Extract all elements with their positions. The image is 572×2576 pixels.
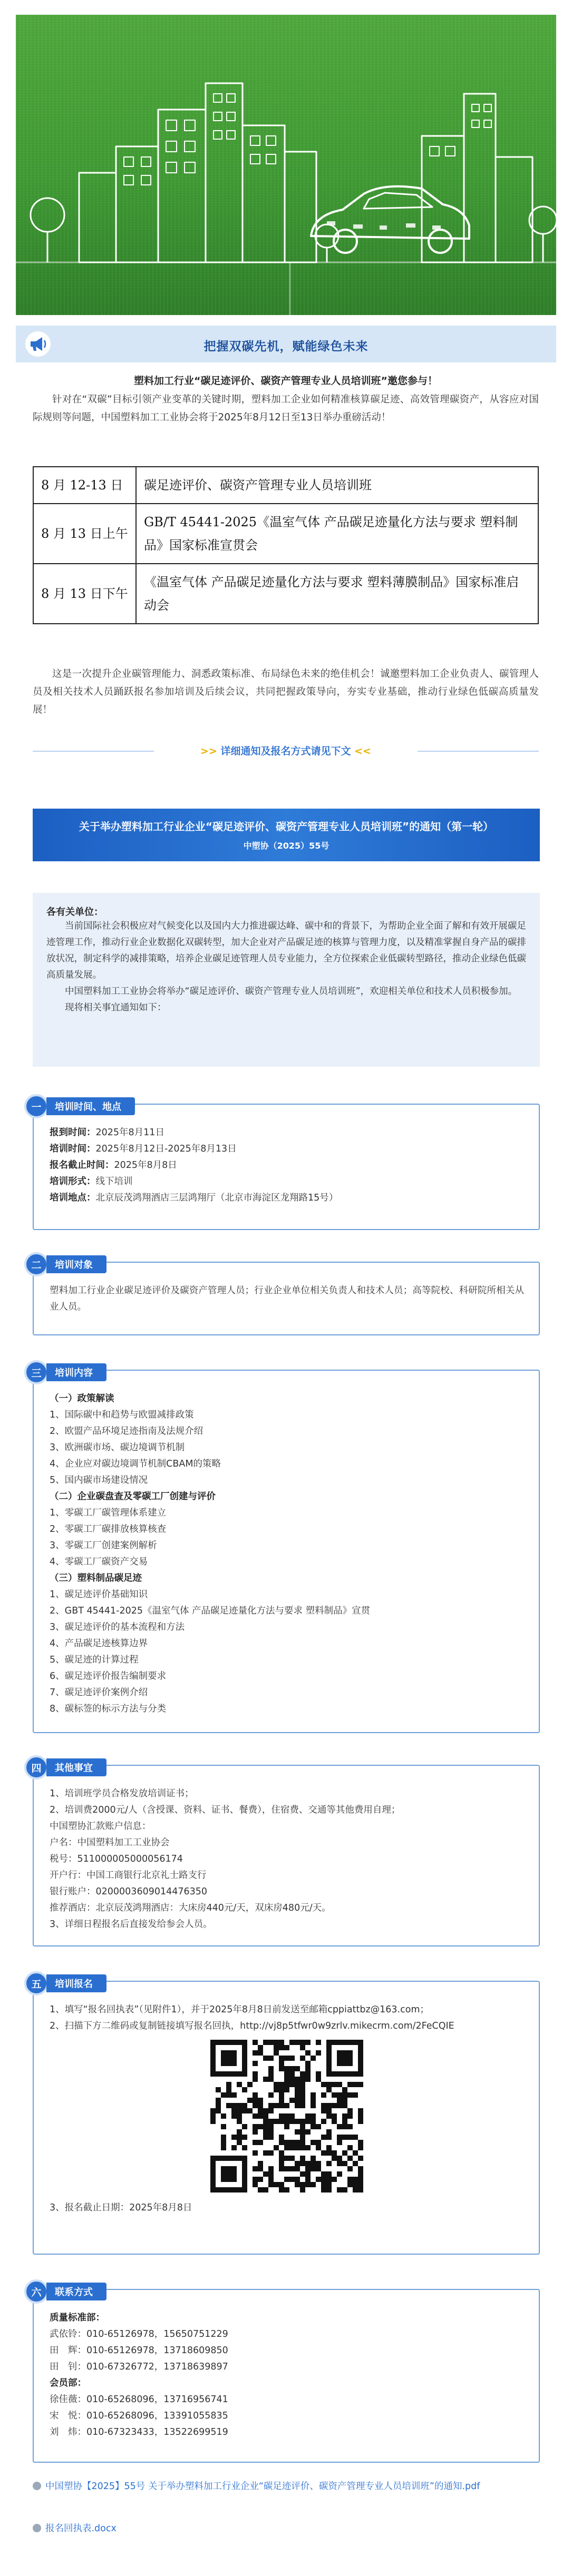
- info-line: 培训地点：北京辰茂鸿翔酒店三层鸿翔厅（北京市海淀区龙翔路15号）: [50, 1193, 338, 1203]
- section-title: 其他事宜: [46, 1758, 106, 1776]
- notice-body: 中国塑料加工工业协会将举办“碳足迹评价、碳资产管理专业人员培训班”，欢迎相关单位和技术人员积极参加。: [65, 986, 518, 997]
- info-line: 开户行：中国工商银行北京礼士路支行: [50, 1870, 207, 1881]
- content-item: 4、产品碳足迹核算边界: [50, 1638, 148, 1649]
- invitation-paragraph: 这是一次提升企业碳管理能力、洞悉政策标准、布局绿色未来的绝佳机会！诚邀塑料加工企业负责人、碳管理人员及相关技术人员踊跃报名参加培训及后续会议，共同把握政策导向，夯实专业基础，推动行业绿色低碳高质量发展！: [33, 668, 539, 715]
- content-item: 1、碳足迹评价基础知识: [50, 1589, 148, 1600]
- content-item: 7、碳足迹评价案例介绍: [50, 1687, 148, 1698]
- schedule-date: 8 月 13 日下午: [33, 564, 136, 624]
- content-heading: （三）塑料制品碳足迹: [50, 1573, 142, 1584]
- schedule-row: [33, 564, 538, 624]
- content-item: 2、零碳工厂碳排放核算核查: [50, 1524, 167, 1535]
- schedule-event: 碳足迹评价、碳资产管理专业人员培训班: [136, 467, 538, 504]
- paperclip-icon: [33, 2524, 41, 2532]
- contact-line: 徐佳薇：010-65268096，13716956741: [50, 2394, 228, 2405]
- info-line: 培训形式：线下培训: [50, 1176, 133, 1187]
- section-number: 二: [24, 1252, 49, 1276]
- notice-header: [33, 809, 540, 861]
- hero-image: [16, 15, 556, 315]
- registration-deadline: 3、报名截止日期：2025年8月8日: [50, 2203, 192, 2213]
- content-item: 1、零碳工厂碳管理体系建立: [50, 1508, 167, 1518]
- attachment-link[interactable]: [33, 2521, 540, 2537]
- notice-intro-box: [33, 893, 540, 1067]
- attachment-link[interactable]: [33, 2479, 540, 2495]
- details-link-label: 详细通知及报名方式请见下文: [220, 745, 351, 757]
- content-item: 1、国际碳中和趋势与欧盟减排政策: [50, 1410, 194, 1420]
- content-heading: （一）政策解读: [50, 1393, 114, 1404]
- notice-body: 现将相关事宜通知如下：: [65, 1002, 167, 1013]
- info-line: 银行账户：0200003609014476350: [50, 1886, 208, 1897]
- banner-title: 把握双碳先机，赋能绿色未来: [203, 340, 369, 353]
- content-item: 6、碳足迹评价报告编制要求: [50, 1671, 167, 1682]
- slogan-banner: [16, 326, 556, 362]
- contact-group: 质量标准部：: [50, 2313, 105, 2323]
- section-title: 培训报名: [46, 1974, 106, 1992]
- salutation: 各有关单位：: [46, 907, 103, 918]
- section-title: 联系方式: [46, 2283, 106, 2300]
- notice-body: 当前国际社会积极应对气候变化以及国内大力推进碳达峰、碳中和的背景下，为帮助企业全面了解和有效开展碳足迹管理工作，推动行业企业数据化双碳转型，加大企业对产品碳足迹的核算与管理力度，以及精准掌握自身产品的碳排放状况，制定科学的减排策略，培养企业碳足迹管理人员专业能力，全方位探索企业低碳转型路径，推动企业绿色低碳高质量发展。: [46, 921, 526, 980]
- info-line: 报到时间：2025年8月11日: [50, 1127, 164, 1138]
- info-line: 中国塑协汇款账户信息：: [50, 1821, 151, 1832]
- content-item: 2、欧盟产品环境足迹指南及法规介绍: [50, 1426, 203, 1437]
- section-time-location: [31, 1101, 540, 1230]
- section-number: 三: [24, 1360, 49, 1384]
- headline: 塑料加工行业“碳足迹评价、碳资产管理专业人员培训班”邀您参与！: [134, 375, 438, 387]
- registration-qr-code[interactable]: [210, 2040, 363, 2192]
- registration-link[interactable]: 2、扫描下方二维码或复制链接填写报名回执，http://vj8p5tfwr0w9zrlv.mikecrm.com/2FeCQIE: [50, 2021, 454, 2031]
- content-item: 5、碳足迹的计算过程: [50, 1655, 139, 1665]
- info-line: 户名：中国塑料加工工业协会: [50, 1837, 170, 1848]
- info-line: 报名截止时间：2025年8月8日: [50, 1160, 177, 1171]
- details-link[interactable]: [33, 740, 539, 763]
- contact-line: 宋 悦：010-65268096，13391055835: [50, 2411, 228, 2421]
- schedule-event: GB/T 45441-2025《温室气体 产品碳足迹量化方法与要求 塑料制品》国家标准宣贯会: [136, 504, 538, 564]
- info-line: 2、培训费2000元/人（含授课、资料、证书、餐费），住宿费、交通等其他费用自理；: [50, 1805, 401, 1815]
- schedule-table: [33, 466, 539, 624]
- contact-line: 武依铃：010-65126978，15650751229: [50, 2329, 228, 2339]
- chevron-left-icon: <<: [354, 745, 371, 757]
- schedule-row: [33, 467, 538, 504]
- section-number: 五: [24, 1971, 49, 1995]
- content-item: 4、零碳工厂碳资产交易: [50, 1557, 148, 1567]
- content-item: 3、零碳工厂创建案例解析: [50, 1540, 157, 1551]
- registration-step: 1、填写“报名回执表”（见附件1），并于2025年8月8日前发送至邮箱cppiattbz@163.com；: [50, 2004, 429, 2015]
- content-item: 4、企业应对碳边境调节机制CBAM的策略: [50, 1459, 221, 1469]
- section-number: 一: [24, 1094, 49, 1118]
- info-line: 3、详细日程报名后直接发给参会人员。: [50, 1919, 212, 1930]
- content-item: 5、国内碳市场建设情况: [50, 1475, 148, 1486]
- schedule-event: 《温室气体 产品碳足迹量化方法与要求 塑料薄膜制品》国家标准启动会: [136, 564, 538, 624]
- attachment-name: 报名回执表.docx: [45, 2523, 117, 2534]
- content-heading: （二）企业碳盘查及零碳工厂创建与评价: [50, 1491, 216, 1502]
- attachment-name: 中国塑协【2025】55号 关于举办塑料加工行业企业“碳足迹评价、碳资产管理专业人员培训班”的通知.pdf: [45, 2481, 480, 2492]
- notice-doc-number: 中塑协（2025）55号: [243, 841, 329, 851]
- schedule-row: [33, 504, 538, 564]
- content-item: 3、欧洲碳市场、碳边境调节机制: [50, 1442, 185, 1453]
- city-car-illustration: [16, 15, 556, 315]
- schedule-date: 8 月 12-13 日: [33, 467, 136, 504]
- info-line: 培训时间：2025年8月12日-2025年8月13日: [50, 1144, 237, 1154]
- info-line: 推荐酒店：北京辰茂鸿翔酒店：大床房440元/天，双床房480元/天。: [50, 1903, 331, 1913]
- intro-paragraph: 针对在“双碳”目标引领产业变革的关键时期，塑料加工企业如何精准核算碳足迹、高效管理碳资产，从容应对国际规则等问题，中国塑料加工工业协会将于2025年8月12日至13日举办重磅活动！: [33, 394, 539, 423]
- section-other-matters: [31, 1762, 540, 1946]
- schedule-date: 8 月 13 日上午: [33, 504, 136, 564]
- content-item: 2、GBT 45441-2025《温室气体 产品碳足迹量化方法与要求 塑料制品》宣贯: [50, 1606, 371, 1616]
- audience-text: 塑料加工行业企业碳足迹评价及碳资产管理人员；行业企业单位相关负责人和技术人员；高等院校、科研院所相关从业人员。: [50, 1285, 524, 1312]
- section-title: 培训对象: [46, 1255, 106, 1273]
- section-audience: [31, 1259, 540, 1335]
- chevron-right-icon: >>: [200, 745, 217, 757]
- paperclip-icon: [33, 2482, 41, 2490]
- notice-title: 关于举办塑料加工行业企业“碳足迹评价、碳资产管理专业人员培训班”的通知（第一轮）: [79, 820, 494, 833]
- content-item: 8、碳标签的标示方法与分类: [50, 1704, 167, 1714]
- contact-line: 田 钊：010-67326772，13718639897: [50, 2362, 228, 2372]
- info-line: 1、培训班学员合格发放培训证书；: [50, 1788, 194, 1799]
- info-line: 税号：511000005000056174: [50, 1854, 183, 1864]
- contact-line: 刘 炜：010-67323433，13522699519: [50, 2427, 228, 2437]
- section-content: [31, 1367, 540, 1733]
- section-title: 培训时间、地点: [46, 1097, 135, 1115]
- section-number: 六: [24, 2279, 49, 2304]
- section-title: 培训内容: [46, 1363, 106, 1381]
- content-item: 3、碳足迹评价的基本流程和方法: [50, 1622, 185, 1633]
- section-number: 四: [24, 1755, 49, 1779]
- contact-line: 田 辉：010-65126978，13718609850: [50, 2345, 228, 2356]
- section-registration: [31, 1978, 540, 2255]
- section-contacts: [31, 2286, 540, 2463]
- contact-group: 会员部：: [50, 2378, 86, 2388]
